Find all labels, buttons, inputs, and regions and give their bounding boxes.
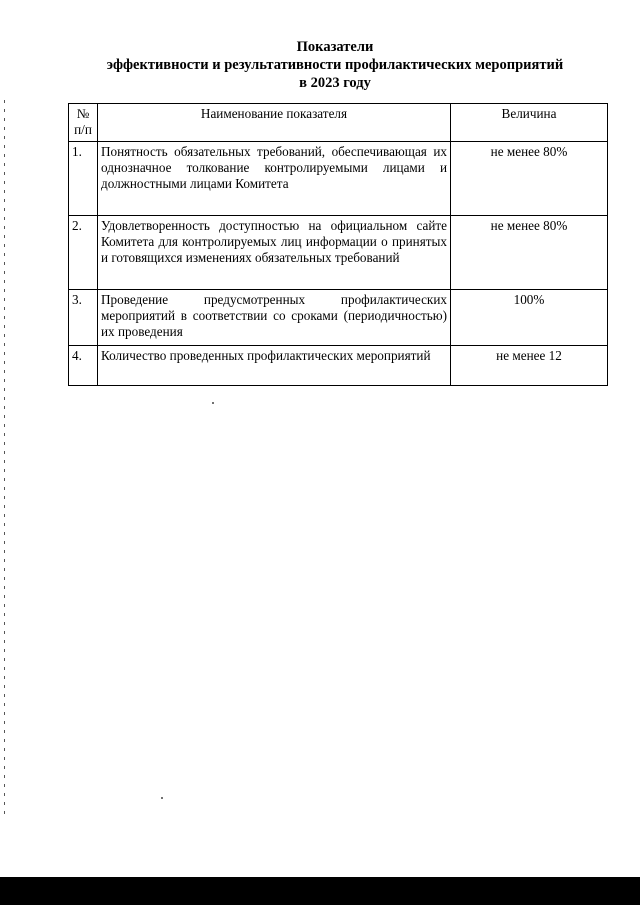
table-header-row <box>69 104 608 142</box>
row-number: 3. <box>69 290 98 346</box>
scan-speck <box>212 402 214 404</box>
row-indicator-name: Удовлетворенность доступностью на официальном сайте Комитета для контролируемых лиц информации о принятых и готовящихся изменениях обязательных требований <box>98 216 451 290</box>
row-number: 4. <box>69 346 98 386</box>
row-number: 2. <box>69 216 98 290</box>
row-value: 100% <box>451 290 608 346</box>
row-indicator-name: Проведение предусмотренных профилактических мероприятий в соответствии со сроками (периодичностью) их проведения <box>98 290 451 346</box>
title-line-1: Показатели <box>296 39 374 55</box>
table-row <box>69 346 608 386</box>
header-indicator-name: Наименование показателя <box>98 104 451 142</box>
row-indicator-name: Понятность обязательных требований, обеспечивающая их однозначное толкование контролируемыми лицами и должностными лицами Комитета <box>98 142 451 216</box>
document-title <box>60 38 610 92</box>
row-value: не менее 12 <box>451 346 608 386</box>
row-indicator-name: Количество проведенных профилактических мероприятий <box>98 346 451 386</box>
title-line-2: эффективности и результативности профилактических мероприятий <box>106 57 564 73</box>
scan-bottom-border <box>0 877 640 905</box>
header-value: Величина <box>451 104 608 142</box>
scan-artifact-left-edge <box>4 100 5 820</box>
table-row <box>69 142 608 216</box>
header-number: № п/п <box>69 104 98 142</box>
row-number: 1. <box>69 142 98 216</box>
indicators-table <box>68 103 608 386</box>
row-value: не менее 80% <box>451 142 608 216</box>
scan-speck <box>161 797 163 799</box>
title-line-3: в 2023 году <box>299 75 371 91</box>
table-row <box>69 290 608 346</box>
table-row <box>69 216 608 290</box>
row-value: не менее 80% <box>451 216 608 290</box>
